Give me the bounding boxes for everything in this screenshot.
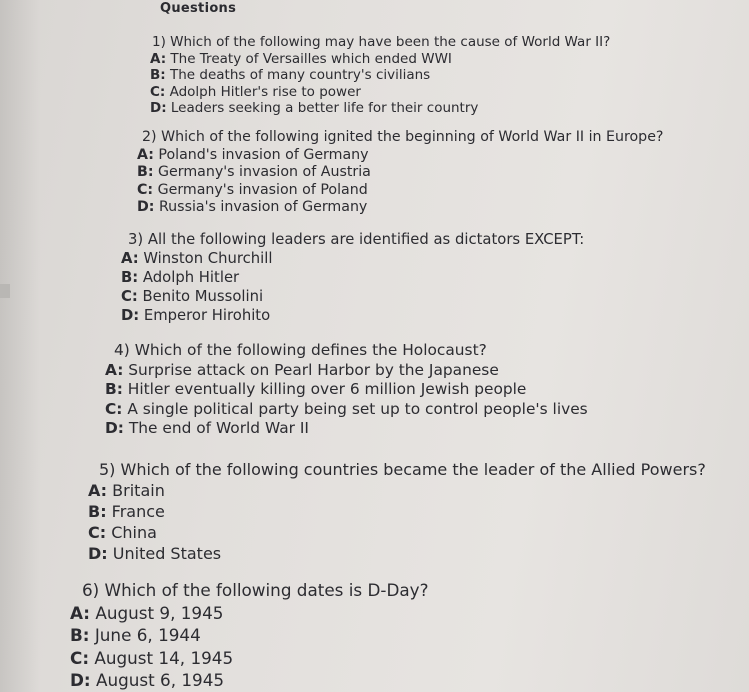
option-letter: B: — [137, 164, 154, 180]
option-d — [105, 419, 588, 439]
option-text: Germany's invasion of Austria — [153, 164, 371, 180]
option-letter: D: — [137, 199, 155, 215]
option-text: August 9, 1945 — [90, 602, 224, 623]
option-text: Surprise attack on Pearl Harbor by the Japanese — [123, 360, 499, 379]
option-text: June 6, 1944 — [89, 625, 201, 645]
option-b — [121, 268, 584, 287]
option-d — [150, 100, 610, 117]
question-text: 3) All the following leaders are identified as dictators EXCEPT: — [128, 231, 585, 248]
option-letter: C: — [150, 83, 166, 100]
option-c — [105, 400, 588, 420]
option-letter: C: — [137, 181, 154, 198]
option-text: United States — [107, 544, 222, 563]
question-4 — [105, 341, 588, 439]
option-letter: C: — [70, 647, 90, 668]
option-text: Adolph Hitler — [138, 269, 240, 286]
option-letter: C: — [121, 288, 138, 305]
option-b — [150, 67, 610, 84]
option-c — [150, 84, 610, 101]
option-a — [137, 147, 663, 165]
option-b — [137, 164, 663, 182]
option-text: Hitler eventually killing over 6 million Jewish people — [122, 380, 527, 398]
option-b — [88, 501, 706, 522]
option-d — [137, 199, 663, 217]
option-text: A single political party being set up to control people's lives — [122, 399, 588, 418]
option-a — [88, 480, 706, 501]
option-b — [105, 380, 588, 400]
question-6 — [70, 579, 429, 692]
option-text: The deaths of many country's civilians — [165, 67, 431, 83]
option-letter: A: — [88, 481, 108, 500]
option-text: The end of World War II — [123, 419, 309, 437]
option-d — [70, 669, 428, 692]
option-text: China — [106, 523, 157, 542]
option-a — [150, 51, 610, 68]
option-text: The Treaty of Versailles which ended WWI — [166, 50, 452, 67]
option-text: August 14, 1945 — [89, 647, 234, 668]
option-text: France — [106, 502, 165, 521]
option-letter: A: — [121, 250, 139, 267]
option-text: August 6, 1945 — [90, 670, 225, 690]
option-letter: D: — [88, 544, 108, 563]
option-letter: A: — [150, 50, 167, 67]
option-letter: B: — [150, 67, 166, 83]
option-letter: D: — [121, 307, 140, 324]
option-letter: D: — [105, 419, 124, 437]
option-letter: A: — [70, 602, 91, 623]
page-heading: Questions — [160, 1, 237, 16]
option-text: Benito Mussolini — [137, 288, 264, 305]
option-c — [70, 647, 428, 670]
option-letter: C: — [105, 399, 123, 418]
option-text: Germany's invasion of Poland — [153, 181, 368, 198]
option-text: Poland's invasion of Germany — [153, 146, 369, 163]
page-shadow — [0, 0, 40, 692]
option-letter: B: — [105, 380, 123, 398]
question-5 — [88, 459, 706, 564]
option-text: Emperor Hirohito — [139, 307, 271, 324]
option-c — [121, 287, 584, 306]
option-text: Britain — [107, 481, 165, 500]
question-text: 2) Which of the following ignited the beginning of World War II in Europe? — [142, 129, 664, 145]
page-edge-marker — [0, 284, 10, 298]
question-1 — [152, 34, 610, 117]
option-letter: D: — [70, 670, 91, 690]
option-a — [105, 361, 588, 381]
option-d — [88, 543, 706, 564]
option-d — [121, 306, 584, 325]
question-text: 5) Which of the following countries became the leader of the Allied Powers? — [99, 460, 706, 479]
option-a — [70, 602, 428, 625]
question-text: 4) Which of the following defines the Holocaust? — [114, 341, 487, 359]
option-letter: B: — [121, 269, 139, 286]
question-text: 6) Which of the following dates is D-Day? — [82, 580, 429, 600]
option-c — [88, 522, 706, 543]
option-letter: D: — [150, 100, 167, 116]
option-b — [70, 624, 428, 647]
option-letter: C: — [88, 523, 107, 542]
option-letter: B: — [88, 502, 107, 521]
option-text: Adolph Hitler's rise to power — [165, 83, 361, 100]
option-c — [137, 182, 663, 200]
option-text: Leaders seeking a better life for their country — [166, 100, 479, 116]
option-letter: A: — [105, 360, 124, 379]
question-text: 1) Which of the following may have been the cause of World War II? — [152, 34, 611, 50]
option-letter: A: — [137, 146, 154, 163]
question-3 — [121, 230, 585, 325]
option-letter: B: — [70, 625, 90, 645]
option-a — [121, 249, 584, 268]
option-text: Russia's invasion of Germany — [154, 199, 368, 215]
question-2 — [137, 129, 664, 217]
option-text: Winston Churchill — [138, 250, 273, 267]
